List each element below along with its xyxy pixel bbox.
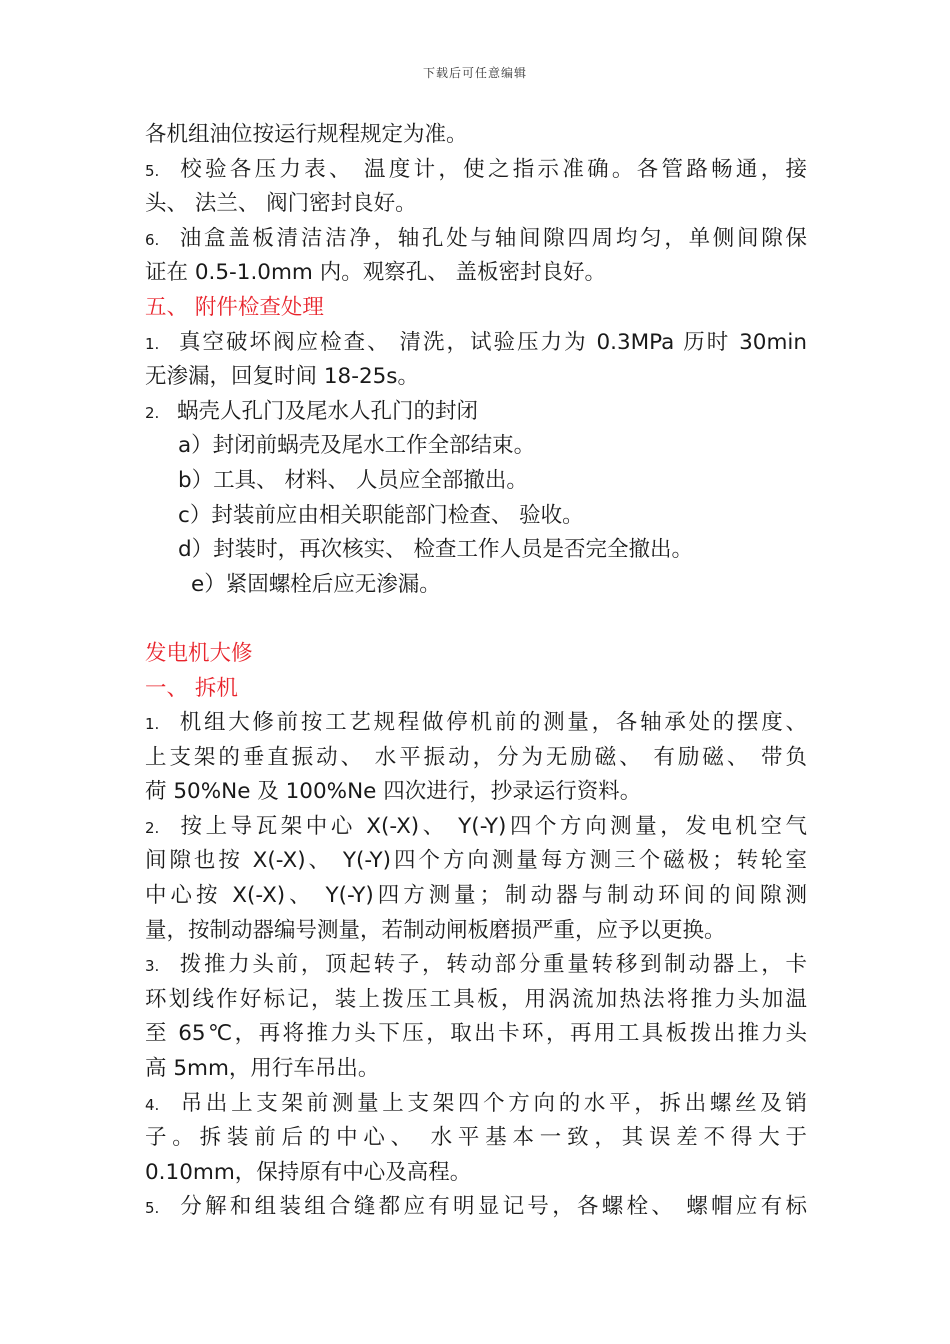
document-body xyxy=(145,118,807,1225)
line-text: 一、 拆机 xyxy=(145,675,238,701)
text-line xyxy=(145,602,807,637)
line-text: 间隙也按 X(-X)、 Y(-Y)四个方向测量每方测三个磁极；转轮室 xyxy=(145,848,807,874)
line-text: 证在 0.5-1.0mm 内。观察孔、 盖板密封良好。 xyxy=(145,260,607,286)
text-line xyxy=(145,1121,807,1156)
text-line xyxy=(145,775,807,810)
text-line xyxy=(145,844,807,879)
text-line xyxy=(145,568,807,603)
text-line xyxy=(145,118,807,153)
item-number: 5. xyxy=(145,1199,160,1218)
line-text: 油盒盖板清洁洁净，轴孔处与轴间隙四周均匀，单侧间隙保 xyxy=(177,225,807,251)
item-number: 1. xyxy=(145,334,160,353)
section-heading xyxy=(145,291,807,326)
text-line xyxy=(145,360,807,395)
text-line xyxy=(145,1052,807,1087)
text-line xyxy=(145,1190,807,1225)
item-number: 5. xyxy=(145,161,160,180)
text-line xyxy=(145,395,807,430)
item-number: 1. xyxy=(145,715,160,734)
line-text: 荷 50%Ne 及 100%Ne 四次进行，抄录运行资料。 xyxy=(145,779,642,805)
text-line xyxy=(145,187,807,222)
line-text: 校验各压力表、 温度计，使之指示准确。各管路畅通，接 xyxy=(177,156,807,182)
item-number: 2. xyxy=(145,403,160,422)
line-text: 子。拆装前后的中心、 水平基本一致，其误差不得大于 xyxy=(145,1125,807,1151)
text-line xyxy=(145,983,807,1018)
text-line xyxy=(145,464,807,499)
line-text: a）封闭前蜗壳及尾水工作全部结束。 xyxy=(178,433,536,459)
line-text: 头、 法兰、 阀门密封良好。 xyxy=(145,191,417,217)
text-line xyxy=(145,914,807,949)
text-line xyxy=(145,222,807,257)
item-number: 6. xyxy=(145,230,160,249)
text-line xyxy=(145,948,807,983)
line-text: 高 5mm，用行车吊出。 xyxy=(145,1056,380,1082)
line-text: 上支架的垂直振动、 水平振动，分为无励磁、 有励磁、 带负 xyxy=(145,744,807,770)
item-number: 4. xyxy=(145,1095,160,1114)
line-text: 五、 附件检查处理 xyxy=(145,294,324,320)
text-line xyxy=(145,429,807,464)
line-text: 环划线作好标记，装上拨压工具板，用涡流加热法将推力头加温 xyxy=(145,986,807,1012)
line-text: 蜗壳人孔门及尾水人孔门的封闭 xyxy=(177,398,479,424)
line-text: 分解和组装组合缝都应有明显记号，各螺栓、 螺帽应有标 xyxy=(177,1194,807,1220)
section-heading xyxy=(145,637,807,672)
text-line xyxy=(145,879,807,914)
text-line xyxy=(145,810,807,845)
line-text: 发电机大修 xyxy=(145,640,253,666)
line-text: 至 65℃，再将推力头下压，取出卡环，再用工具板拨出推力头 xyxy=(145,1021,807,1047)
line-text: d）封装时，再次核实、 检查工作人员是否完全撤出。 xyxy=(178,537,693,563)
line-text: e）紧固螺栓后应无渗漏。 xyxy=(191,571,441,597)
text-line xyxy=(145,741,807,776)
line-text: 真空破坏阀应检查、 清洗，试验压力为 0.3MPa 历时 30min xyxy=(177,329,807,355)
text-line xyxy=(145,153,807,188)
text-line xyxy=(145,706,807,741)
line-text: 量，按制动器编号测量，若制动闸板磨损严重，应予以更换。 xyxy=(145,917,726,943)
text-line xyxy=(145,499,807,534)
text-line xyxy=(145,533,807,568)
line-text: 各机组油位按运行规程规定为准。 xyxy=(145,122,468,147)
text-line xyxy=(145,1087,807,1122)
line-text: c）封装前应由相关职能部门检查、 验收。 xyxy=(178,502,584,528)
item-number: 3. xyxy=(145,957,160,976)
text-line xyxy=(145,326,807,361)
line-text: 拨推力头前，顶起转子，转动部分重量转移到制动器上，卡 xyxy=(177,952,807,978)
line-text: 无渗漏，回复时间 18-25s。 xyxy=(145,364,420,390)
section-heading xyxy=(145,672,807,707)
line-text: 机组大修前按工艺规程做停机前的测量，各轴承处的摆度、 xyxy=(177,710,807,736)
line-text: 0.10mm，保持原有中心及高程。 xyxy=(145,1159,472,1185)
text-line xyxy=(145,256,807,291)
item-number: 2. xyxy=(145,818,160,837)
text-line xyxy=(145,1156,807,1191)
line-text: 中心按 X(-X)、 Y(-Y)四方测量；制动器与制动环间的间隙测 xyxy=(145,883,807,909)
line-text: 按上导瓦架中心 X(-X)、 Y(-Y)四个方向测量，发电机空气 xyxy=(177,813,807,839)
line-text: 吊出上支架前测量上支架四个方向的水平，拆出螺丝及销 xyxy=(177,1090,807,1116)
text-line xyxy=(145,1017,807,1052)
page-header: 下载后可任意编辑 xyxy=(422,66,527,80)
line-text: b）工具、 材料、 人员应全部撤出。 xyxy=(178,467,528,493)
